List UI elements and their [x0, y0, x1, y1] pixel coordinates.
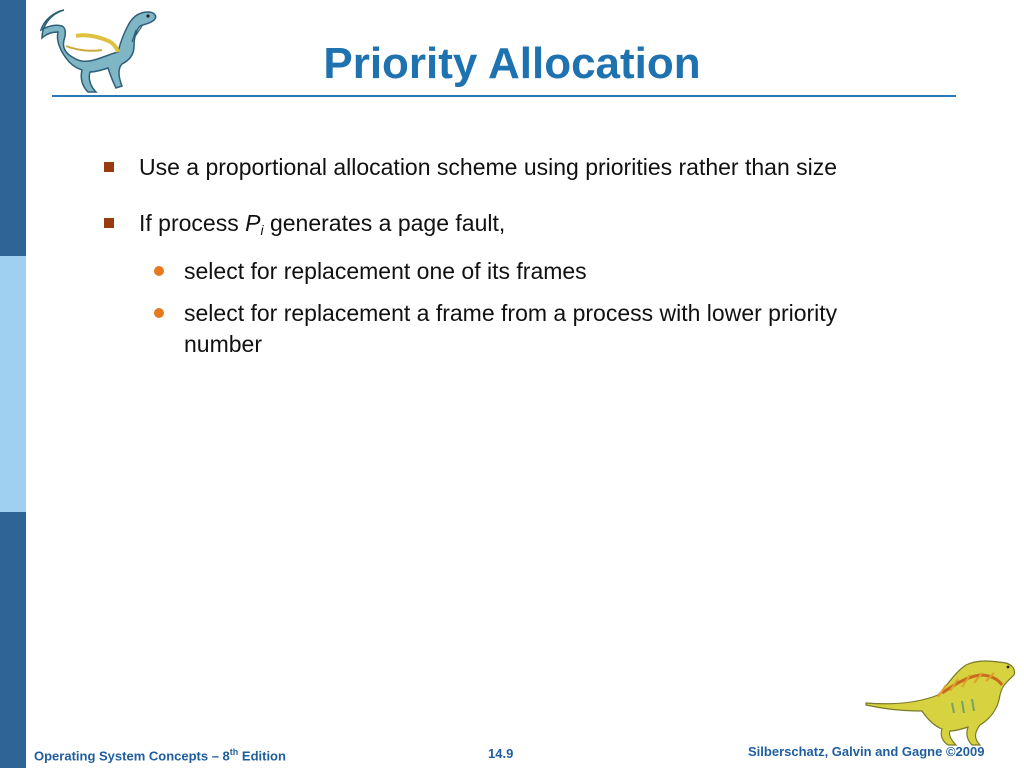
- bullet-text: Use a proportional allocation scheme using priorities rather than size: [139, 154, 838, 180]
- footer-copyright: Silberschatz, Galvin and Gagne ©2009: [748, 744, 985, 759]
- bullet-item: [100, 152, 890, 183]
- sub-bullet-item: [100, 256, 890, 287]
- process-variable: P: [245, 210, 261, 236]
- square-bullet-icon: [104, 218, 114, 228]
- sidebar-segment-bottom: [0, 512, 26, 768]
- slide-content: [100, 152, 890, 385]
- left-sidebar: [0, 0, 26, 768]
- sub-bullet-text: select for replacement one of its frames: [184, 258, 587, 284]
- footer-book-title-suffix: Edition: [238, 748, 286, 764]
- bullet-item: [100, 208, 890, 360]
- round-bullet-icon: [154, 308, 164, 318]
- sidebar-segment-top: [0, 0, 26, 256]
- title-underline: [52, 95, 956, 97]
- sub-bullet-item: [100, 298, 890, 360]
- footer-book-title: [34, 747, 286, 763]
- sub-bullet-text: select for replacement a frame from a process with lower priority number: [184, 300, 838, 357]
- footer-book-title-prefix: Operating System Concepts – 8: [34, 748, 230, 764]
- sub-bullet-list: [100, 256, 890, 360]
- round-bullet-icon: [154, 266, 164, 276]
- bullet-text-prefix: If process: [139, 210, 246, 236]
- footer-book-title-sup: th: [229, 747, 239, 757]
- dinosaur-illustration-icon: [862, 655, 1020, 747]
- bullet-text-suffix: generates a page fault,: [263, 210, 506, 236]
- dinosaur-logo-icon: [36, 6, 160, 98]
- sidebar-segment-middle: [0, 256, 26, 512]
- process-variable-subscript: i: [260, 222, 264, 238]
- square-bullet-icon: [104, 162, 114, 172]
- slide-title: Priority Allocation: [323, 39, 701, 88]
- footer-page-number: 14.9: [488, 746, 514, 761]
